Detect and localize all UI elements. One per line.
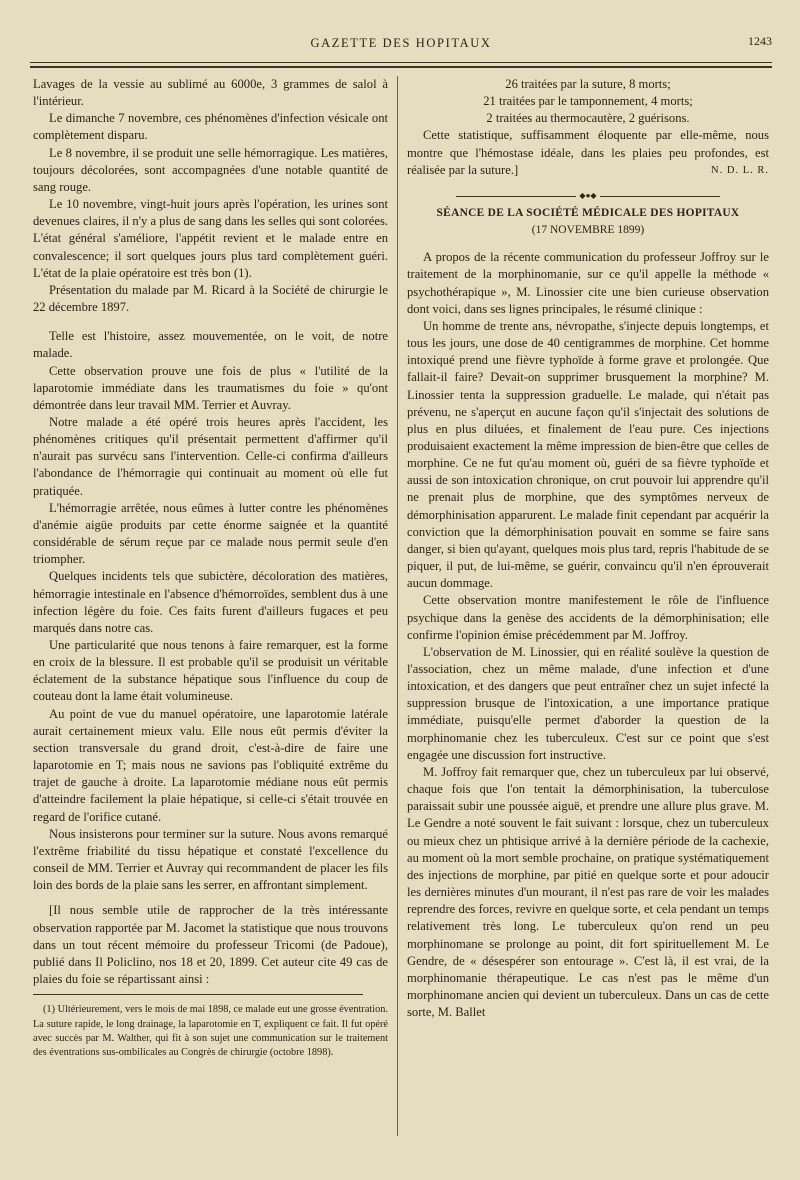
paragraph: Présentation du malade par M. Ricard à la Société de chirurgie le 22 décembre 1897. [33, 282, 388, 315]
footnote-text: (1) Ultérieurement, vers le mois de mai 1898, ce malade eut une grosse éventration. La suture rapide, le long drainage, la laparotomie en T, expliquent ce fait. Il fut opéré avec succès par M. Walther, qui fit à son sujet une communication sur le traitement des éventrations sus-ombilicales au Congrès de chirurgie (octobre 1898). [33, 1004, 388, 1059]
editor-note: [Il nous semble utile de rapprocher de la très intéressante observation rapportée par M. Jacomet la statistique que nous trouvons dans un tout récent mémoire du professeur Tricomi (de Padoue), publié dans Il Policlino, nos 18 et 20, 1899. Cet auteur cite 49 cas de plaies du foie se répartissant ainsi : [33, 903, 388, 986]
section-date: (17 NOVEMBRE 1899) [531, 224, 645, 237]
column-divider [397, 76, 398, 1136]
header-rule [30, 62, 772, 63]
paragraph: Cette observation montre manifestement le rôle de l'influence psychique dans la genèse des accidents de la démorphinisation; elle confirme l'opinion émise précédemment par M. Joffroy. [407, 593, 769, 642]
paragraph: M. Joffroy fait remarquer que, chez un tuberculeux par lui observé, chaque fois que l'on tentait la démorphinisation, la tuberculose paraissait subir une poussée aiguë, et prendre une allure plus grave. M. Le Gendre a noté souvent le fait suivant : lorsque, chez un tuberculeux ou mieux chez un phtisique arrivé à la dernière période de la cachexie, au moment où la mort semble prochaine, on pratique systématiquement des injections de morphine, par pitié en quelque sorte et pour adoucir les dernières minutes d'un mourant, il n'est pas rare de voir les malades reprendre des forces, revivre en quelque sorte, et cela pendant un temps relativement très long. Le tuberculeux qu'on rend un peu morphinomane se prolonge au point, dit fort spirituellement M. Le Gendre, de « désespérer son entourage ». C'est là, il est vrai, de la morphinomanie thérapeutique. Le cas n'est pas le même d'un morphinomane ancien qui devient un tuberculeux. Dans un cas de cette sorte, M. Ballet [407, 764, 769, 1020]
page-number: 1243 [748, 34, 772, 48]
left-column [33, 76, 388, 1061]
section-ornament: ◆●◆ [407, 187, 769, 195]
editor-signature: N. D. L. R. [711, 164, 769, 176]
footnote [33, 1003, 388, 1061]
paragraph: Au point de vue du manuel opératoire, une laparotomie latérale aurait certainement mieux valu. Elle nous eût permis d'éviter la section transversale du grand droit, c'est-à-dire de faire une laparotomie en T; mais nous ne savions pas l'obliquité extrême du trajet de gauche à droite. La laparotomie médiane nous eût permis d'atteindre facilement la plaie hépatique, si celle-ci s'était trouvée en regard de l'orifice cutané. [33, 706, 388, 824]
paragraph: A propos de la récente communication du professeur Joffroy sur le traitement de la morphinomanie, sur ce qu'il appelle la méthode « psychothérapique », M. Linossier cite une bien curieuse observation dont voici, dans ses lignes principales, le résumé clinique : [407, 250, 769, 316]
paragraph: L'hémorragie arrêtée, nous eûmes à lutter contre les phénomènes d'anémie aigüe produits par cette énorme saignée et la quantité considérable de sérum reçue par ce malade nous permit seule d'en triompher. [33, 500, 388, 567]
paragraph: Le 8 novembre, il se produit une selle hémorragique. Les matières, toujours décolorées, sont accompagnées d'une notable quantité de sang rouge. [33, 145, 388, 194]
spacer [33, 894, 388, 902]
paragraph: Le 10 novembre, vingt-huit jours après l'opération, les urines sont devenues claires, il n'y a plus de sang dans les selles qui sont colorées. L'état général s'améliore, l'appétit revient et le malade entre en convalescence; il sort quelques jours plus tard complètement guéri. L'état de la plaie opératoire est très bon (1). [33, 197, 388, 280]
spacer [33, 316, 388, 328]
header-rule-thick [30, 66, 772, 68]
paragraph: Notre malade a été opéré trois heures après l'accident, les phénomènes critiques qu'il présentait permettent d'affirmer qu'il n'aurait pas survécu sans l'intervention. Celle-ci confirma d'ailleurs l'abondance de l'hémorragie qui continuait au moment où elle fut pratiquée. [33, 414, 388, 498]
paragraph: Le dimanche 7 novembre, ces phénomènes d'infection vésicale ont complètement disparu. [33, 111, 388, 143]
page-header [30, 34, 772, 56]
section-title: SÉANCE DE LA SOCIÉTÉ MÉDICALE DES HOPITAUX [436, 206, 740, 219]
paragraph: Une particularité que nous tenons à faire remarquer, est la forme en croix de la blessure. Il est probable qu'il se produisit un véritable éclatement de la substance hépatique sous l'influence du coup de couteau dont la lame était volumineuse. [33, 638, 388, 704]
stat-line: 26 traitées par la suture, 8 morts; [505, 77, 671, 91]
paragraph: Telle est l'histoire, assez mouvementée, on le voit, de notre malade. [33, 329, 388, 361]
paragraph: L'observation de M. Linossier, qui en réalité soulève la question de l'association, chez un même malade, d'une infection et d'une intoxication, et des dangers que peut entraîner chez un sujet infecté la suppression brusque de l'intoxication, a une importance pratique immédiate, puisqu'elle permet d'aborder la question de la morphinomanie chez les tuberculeux. C'est sur ce point que s'est engagée une discussion fort instructive. [407, 644, 769, 762]
stat-line: 21 traitées par le tamponnement, 4 morts; [483, 94, 693, 109]
stat-line: 2 traitées au thermocautère, 2 guérisons. [486, 111, 690, 126]
stats-conclusion-text: Cette statistique, suffisamment éloquente par elle-même, nous montre que l'hémostase idéale, dans les plaies peu profondes, est réalisée par la suture.] [407, 128, 769, 177]
journal-title: GAZETTE DES HOPITAUX [310, 36, 492, 50]
paragraph: Quelques incidents tels que subictère, décoloration des matières, hémorragie intestinale en l'absence d'hémorroïdes, semblent dus à une infection légère du foie. Ces faits furent d'ailleurs fugaces et peu marqués dans notre cas. [33, 569, 388, 635]
paragraph: Lavages de la vessie au sublimé au 6000e, 3 grammes de salol à l'intérieur. [33, 77, 388, 109]
paragraph: Nous insisterons pour terminer sur la suture. Nous avons remarqué l'extrême friabilité du tissu hépatique et constaté l'excellence du conseil de MM. Terrier et Auvray qui recommandent de placer les fils loin des bords de la plaie sans les serrer, en affrontant simplement. [33, 826, 388, 893]
footnote-rule [33, 994, 363, 995]
right-column [407, 76, 769, 1021]
paragraph: Cette observation prouve une fois de plus « l'utilité de la laparotomie immédiate dans les traumatismes du foie » qu'ont démontrée dans leur travail MM. Terrier et Auvray. [33, 363, 388, 412]
stats-conclusion [407, 127, 769, 178]
paragraph: Un homme de trente ans, névropathe, s'injecte depuis longtemps, et tous les jours, une dose de 40 centigrammes de morphine. Cet homme intoxiqué prend une fièvre typhoïde à forme grave et prolongée. Que fallait-il faire? Devait-on supprimer brusquement la morphine? M. Linossier tenta la suppression graduelle. Le malade, qui n'était pas prévenu, ne s'aperçut en aucune façon qu'il s'injectait des solutions de plus en plus diluées, et finalement de l'eau pure. Ces injections produisaient exactement la même impression de bien-être que celles de morphine. Ce ne fut qu'au moment où, guéri de sa fièvre typhoïde et aussi de son intoxication chronique, on crut pouvoir lui apprendre qu'il ne prenait plus de morphine, que des symptômes nerveux de démorphinisation apparurent. Le malade finit cependant par acquérir la conviction que la démorphinisation pouvait en somme se faire sans danger, si bien qu'ayant, quelques mois plus tard, repris l'habitude de se piquer, il put, de lui-même, se guérir, convaincu qu'il n'en éprouverait aucun dommage. [407, 318, 769, 591]
